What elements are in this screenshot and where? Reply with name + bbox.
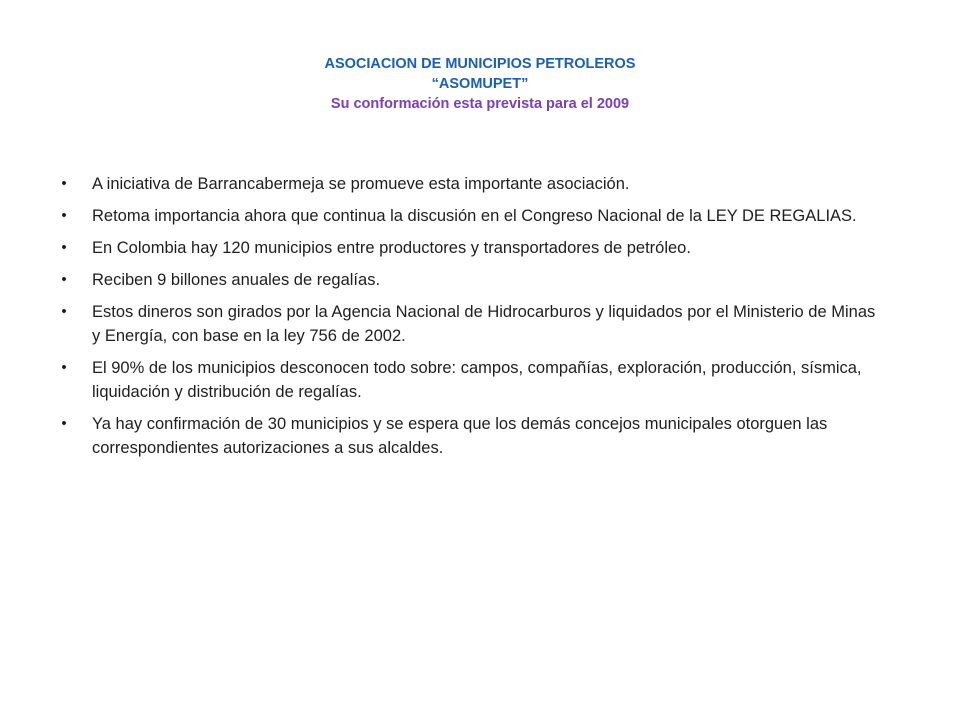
bullet-text: Reciben 9 billones anuales de regalías.	[92, 271, 381, 289]
bullet-item	[58, 204, 888, 228]
bullet-dot-icon: •	[61, 359, 67, 376]
bullet-text: Retoma importancia ahora que continua la discusión en el Congreso Nacional de la LEY DE REGALIAS.	[92, 207, 857, 225]
bullet-text: Ya hay confirmación de 30 municipios y se espera que los demás concejos municipales otorguen las correspondientes autorizaciones a sus alcaldes.	[92, 415, 828, 457]
title-line-2: “ASOMUPET”	[431, 76, 529, 92]
bullet-dot-icon: •	[61, 303, 67, 320]
bullet-text: A iniciativa de Barrancabermeja se promueve esta importante asociación.	[92, 175, 630, 193]
bullet-item	[58, 412, 888, 460]
bullet-text: El 90% de los municipios desconocen todo sobre: campos, compañías, exploración, producción, sísmica, liquidación y distribución de regalías.	[92, 359, 862, 401]
bullet-dot-icon: •	[61, 239, 67, 256]
bullet-item	[58, 172, 888, 196]
bullet-dot-icon: •	[61, 207, 67, 224]
bullet-text: Estos dineros son girados por la Agencia Nacional de Hidrocarburos y liquidados por el Ministerio de Minas y Energía, con base en la ley 756 de 2002.	[92, 303, 876, 345]
bullet-dot-icon: •	[61, 271, 67, 288]
bullet-dot-icon: •	[61, 175, 67, 192]
bullet-item	[58, 236, 888, 260]
bullet-item	[58, 300, 888, 348]
title-line-1: ASOCIACION DE MUNICIPIOS PETROLEROS	[324, 56, 636, 72]
bullet-item	[58, 356, 888, 404]
subtitle-line: Su conformación esta prevista para el 2009	[330, 96, 630, 112]
bullet-text: En Colombia hay 120 municipios entre productores y transportadores de petróleo.	[92, 239, 691, 257]
bullet-list	[58, 172, 888, 468]
bullet-dot-icon: •	[61, 415, 67, 432]
bullet-item	[58, 268, 888, 292]
slide-title	[0, 54, 960, 114]
